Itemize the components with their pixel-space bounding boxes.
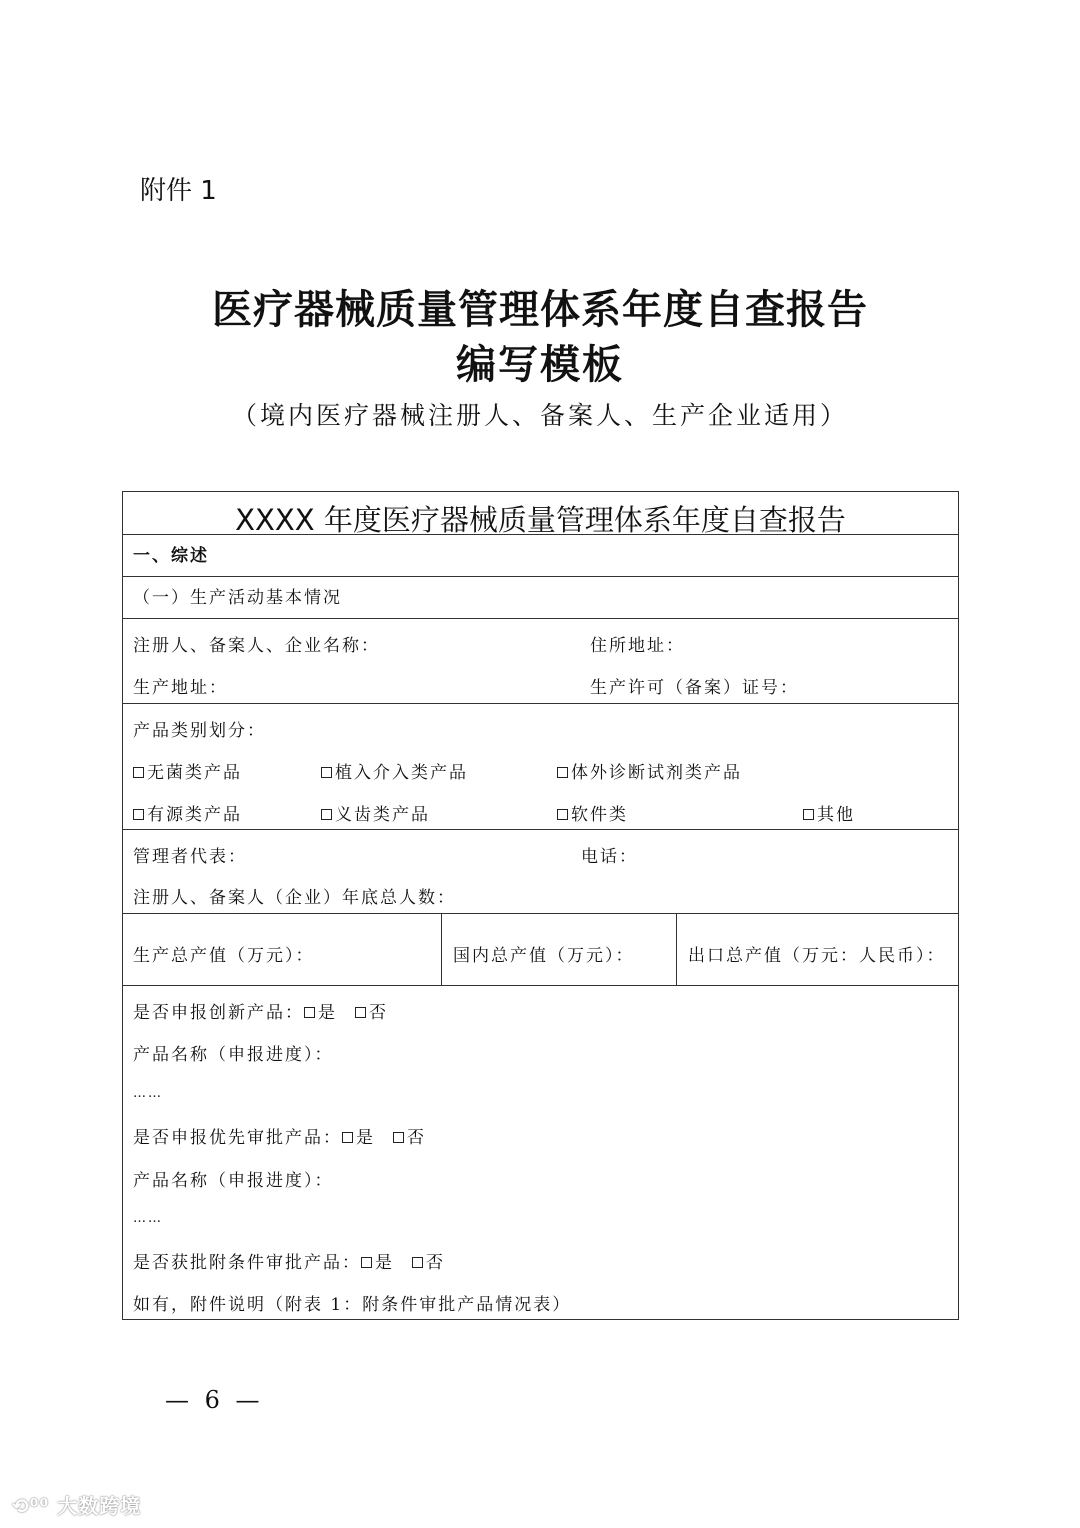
section-overview-heading: 一、综述 [133, 546, 209, 566]
category-active[interactable]: 有源类产品 [133, 805, 242, 825]
attachment-label: 附件 1 [140, 176, 217, 206]
innovative-question: 是否申报创新产品： 是 否 [133, 1003, 388, 1023]
checkbox-icon[interactable] [304, 1007, 315, 1018]
checkbox-icon[interactable] [133, 767, 144, 778]
document-title: 医疗器械质量管理体系年度自查报告 [212, 287, 868, 333]
form-header-row [123, 492, 958, 535]
license-number-field[interactable]: 生产许可（备案）证号： [590, 678, 799, 698]
manager-row [123, 830, 958, 914]
checkbox-icon[interactable] [557, 767, 568, 778]
approval-row [123, 986, 958, 1319]
divider [676, 914, 677, 985]
document-subtitle: （境内医疗器械注册人、备案人、生产企业适用） [231, 401, 848, 430]
company-info-row [123, 619, 958, 704]
phone-field[interactable]: 电话： [581, 847, 638, 867]
divider [441, 914, 442, 985]
headcount-field[interactable]: 注册人、备案人（企业）年底总人数： [133, 888, 456, 908]
subsection-row [123, 577, 958, 619]
category-sterile[interactable]: 无菌类产品 [133, 763, 242, 783]
product-name-progress-field[interactable]: 产品名称（申报进度）： [133, 1045, 334, 1065]
category-other[interactable]: 其他 [803, 805, 855, 825]
watermark-logo-icon: ⟲⁰⁰ [12, 1494, 58, 1518]
category-implant[interactable]: 植入介入类产品 [321, 763, 468, 783]
residence-address-field[interactable]: 住所地址： [590, 636, 685, 656]
page-number: — 6 — [165, 1386, 264, 1414]
checkbox-icon[interactable] [133, 809, 144, 820]
registrant-name-field[interactable]: 注册人、备案人、企业名称： [133, 636, 380, 656]
form-header: XXXX 年度医疗器械质量管理体系年度自查报告 [235, 503, 846, 537]
manager-representative-field[interactable]: 管理者代表： [133, 847, 247, 867]
ellipsis: …… [133, 1211, 163, 1226]
output-row [123, 914, 958, 986]
checkbox-icon[interactable] [557, 809, 568, 820]
checkbox-icon[interactable] [361, 1257, 372, 1268]
conditional-question: 是否获批附条件审批产品： 是 否 [133, 1253, 445, 1273]
checkbox-icon[interactable] [321, 809, 332, 820]
checkbox-icon[interactable] [393, 1132, 404, 1143]
checkbox-icon[interactable] [412, 1257, 423, 1268]
section-overview-row [123, 535, 958, 577]
conditional-note: 如有，附件说明（附表 1：附条件审批产品情况表） [133, 1295, 572, 1315]
report-form [122, 491, 959, 1320]
document-title-line2: 编写模板 [456, 342, 624, 388]
watermark: ⟲⁰⁰ 大数跨境 [12, 1494, 142, 1518]
priority-question: 是否申报优先审批产品： 是 否 [133, 1128, 426, 1148]
domestic-output-field[interactable]: 国内总产值（万元）： [453, 946, 635, 966]
checkbox-icon[interactable] [355, 1007, 366, 1018]
category-software[interactable]: 软件类 [557, 805, 628, 825]
total-output-field[interactable]: 生产总产值（万元）： [133, 946, 315, 966]
checkbox-icon[interactable] [803, 809, 814, 820]
category-row [123, 704, 958, 830]
export-output-field[interactable]: 出口总产值（万元：人民币）： [688, 946, 946, 966]
production-address-field[interactable]: 生产地址： [133, 678, 228, 698]
category-ivd[interactable]: 体外诊断试剂类产品 [557, 763, 742, 783]
category-dental[interactable]: 义齿类产品 [321, 805, 430, 825]
ellipsis: …… [133, 1086, 163, 1101]
checkbox-icon[interactable] [342, 1132, 353, 1143]
product-name-progress-field[interactable]: 产品名称（申报进度）： [133, 1171, 334, 1191]
category-label: 产品类别划分： [133, 721, 266, 741]
checkbox-icon[interactable] [321, 767, 332, 778]
subsection-heading: （一）生产活动基本情况 [133, 588, 342, 608]
